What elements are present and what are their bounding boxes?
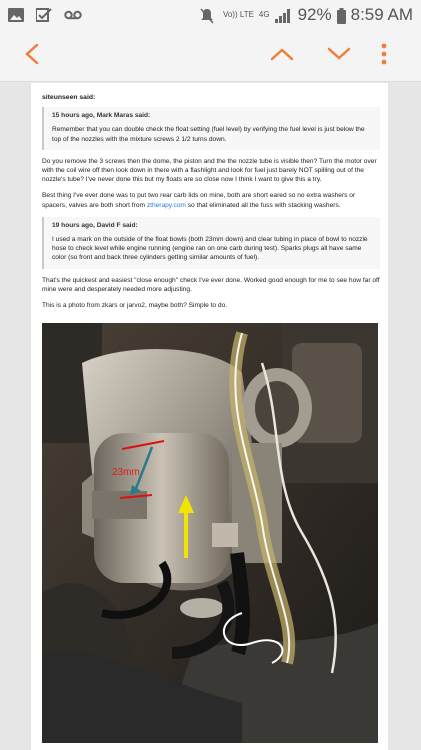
post-paragraph: Do you remove the 3 screws then the dome, the piston and the the nozzle tube is visible then? Turn the motor over with the coil wire off then look down in there with a flashlight and look for fuel just barely NOT spilling out of the nozzle's tube? I've never done this but my floats are so close now I think I want to give this a try. [42,157,377,184]
forum-post [31,83,388,750]
chevron-left-icon [24,43,40,70]
carburetor-photo[interactable] [42,323,378,743]
previous-button[interactable] [268,42,296,70]
quote-author[interactable]: 15 hours ago, Mark Maras said: [52,112,151,120]
post-paragraph: This is a photo from zkars or jarvo2, maybe both? Simple to do. [42,302,228,310]
more-vertical-icon [381,43,387,70]
battery-icon [337,8,346,22]
carburetor-photo-illustration [42,323,378,743]
clock: 8:59 AM [350,5,413,24]
volte-label: Vo)) LTE [222,10,254,19]
voicemail-icon [64,8,82,22]
quote-header: siteunseen said: [42,94,96,101]
chevron-down-icon [327,47,351,66]
next-button[interactable] [325,42,353,70]
post-paragraph: That's the quickest and easiest "close enough" check I've ever done. Worked good enough for me to see how far off mine were and desperately needed more adjusting. [42,276,380,293]
network-label: 4G [258,10,270,19]
top-toolbar [0,30,421,82]
gallery-icon [8,8,26,22]
check-box-icon [36,8,54,22]
chevron-up-icon [270,47,294,66]
measurement-label: 23mm [112,467,140,478]
quote-text: Remember that you can double check the float setting (fuel level) by verifying the fuel level is just below the top of the nozzles with the mixture screws 2 1/2 turns down. [52,126,365,143]
post-paragraph-with-link [42,191,380,209]
page-content [0,83,421,750]
post-body [42,93,380,317]
quote-author[interactable]: 19 hours ago, David F said: [52,221,138,229]
status-bar [0,0,421,30]
battery-percent: 92% [297,5,332,24]
quote-block [42,217,380,269]
paragraph-text: so that eliminated all the fuss with stacking washers. [185,201,341,209]
mute-icon [200,8,218,22]
external-link[interactable]: ztherapy.com [146,201,186,209]
signal-icon [275,8,293,22]
overflow-menu-button[interactable] [370,42,398,70]
back-button[interactable] [18,42,46,70]
quote-text: I used a mark on the outside of the float bowls (both 23mm down) and clear tubing in place of bowl to nozzle hose to check level while engine running (engine ran on one carb during test). Sparks plugs all have same color (so front and back three cylinders getting similar amounts of fuel). [52,236,368,262]
quote-block [42,107,380,150]
paragraph-text: Best thing I've ever done was to put two rear carb lids on mine, both are short eared so no extra washers or spacers, valves are both short from [42,192,356,209]
